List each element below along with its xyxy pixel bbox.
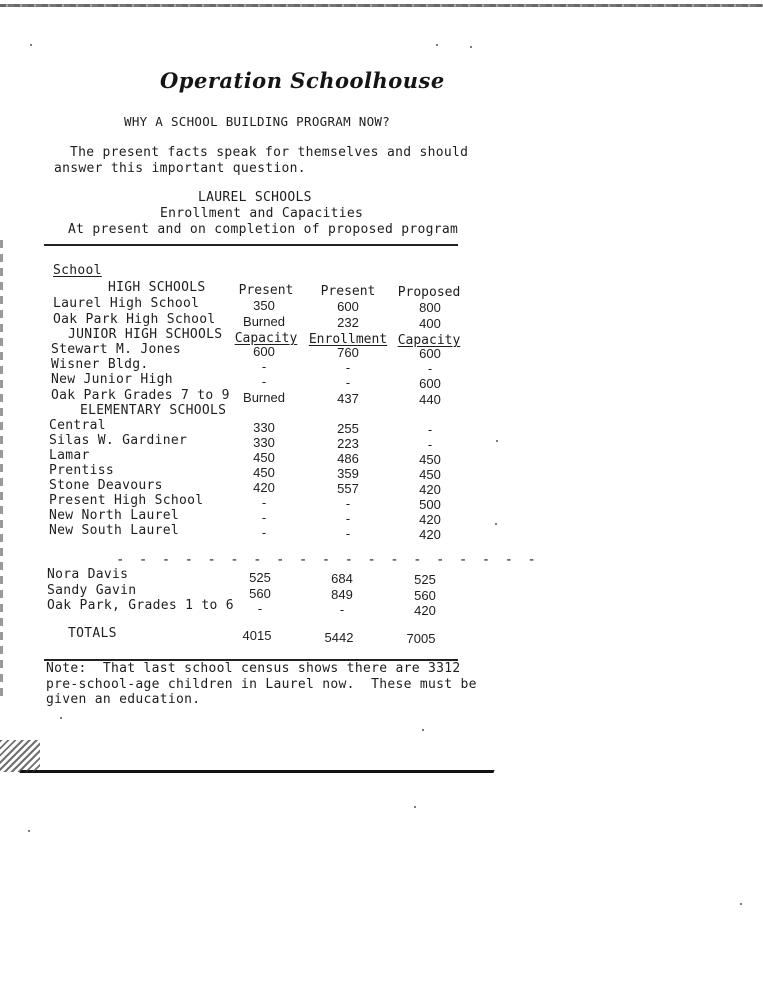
present-capacity-cell: 600 [253, 344, 275, 359]
scan-speck [470, 46, 472, 48]
present-capacity-cell: Burned [243, 390, 285, 405]
page-left-edge [0, 240, 3, 700]
school-name: New Junior High [51, 372, 173, 387]
proposed-capacity-cell: 525 [414, 572, 436, 587]
present-capacity-cell: - [261, 525, 267, 540]
scan-speck [28, 830, 30, 832]
proposed-capacity-cell: - [427, 422, 433, 437]
present-enrollment-cell: 684 [331, 571, 353, 586]
school-name: New North Laurel [49, 508, 180, 523]
totals-label: TOTALS [68, 626, 117, 641]
table-top-rule [44, 244, 458, 246]
school-name: New South Laurel [49, 523, 180, 538]
school-name: Wisner Bldg. [51, 357, 149, 372]
school-name: Nora Davis [47, 567, 129, 582]
present-capacity-cell: - [261, 359, 267, 374]
proposed-capacity-cell: 450 [419, 467, 441, 482]
header-present-capacity-line1: Present [238, 283, 294, 298]
header-school: School [53, 263, 102, 278]
header-proposed-capacity-line2: Capacity [397, 333, 461, 348]
present-enrollment-cell: 359 [337, 466, 359, 481]
proposed-capacity-cell: 420 [414, 603, 436, 618]
present-enrollment-cell: 255 [337, 421, 359, 436]
present-capacity-cell: 450 [253, 450, 275, 465]
proposed-capacity-cell: - [427, 437, 433, 452]
school-name: Oak Park, Grades 1 to 6 [47, 598, 234, 613]
present-enrollment-cell: - [345, 526, 351, 541]
proposed-capacity-cell: 420 [419, 527, 441, 542]
present-capacity-cell: - [257, 601, 263, 616]
present-capacity-cell: 450 [253, 465, 275, 480]
scan-speck [740, 903, 742, 905]
proposed-capacity-cell: 800 [419, 300, 441, 315]
scan-speck [436, 44, 438, 46]
table-subtitle: Enrollment and Capacities [160, 206, 364, 221]
present-capacity-cell: - [261, 374, 267, 389]
present-enrollment-cell: 486 [337, 451, 359, 466]
note-line-3: given an education. [46, 692, 201, 707]
header-present-enrollment-line1: Present [320, 284, 376, 299]
note-line-2: pre-school-age children in Laurel now. These must be [46, 677, 477, 692]
present-enrollment-cell: 232 [337, 315, 359, 330]
header-present-enrollment-line2: Enrollment [308, 332, 388, 347]
school-name: Sandy Gavin [47, 583, 137, 598]
proposed-capacity-cell: 450 [419, 452, 441, 467]
present-capacity-cell: 420 [253, 480, 275, 495]
intro-line-1: The present facts speak for themselves and should [70, 145, 469, 160]
present-capacity-cell: - [261, 495, 267, 510]
present-enrollment-cell: 557 [337, 481, 359, 496]
proposed-capacity-cell: 420 [419, 512, 441, 527]
header-present-capacity-line2: Capacity [234, 331, 298, 346]
present-enrollment-cell: 760 [337, 345, 359, 360]
proposed-capacity-cell: 440 [419, 392, 441, 407]
scan-speck [30, 44, 32, 46]
present-enrollment-cell: 437 [337, 391, 359, 406]
intro-line-2: answer this important question. [54, 161, 306, 176]
present-capacity-cell: Burned [243, 314, 285, 329]
proposed-capacity-cell: 420 [419, 482, 441, 497]
totals-present-enrollment: 5442 [324, 630, 354, 645]
present-capacity-cell: - [261, 510, 267, 525]
present-capacity-cell: 330 [253, 420, 275, 435]
school-name: Laurel High School [53, 296, 200, 311]
proposed-capacity-cell: 400 [419, 316, 441, 331]
present-enrollment-cell: - [339, 602, 345, 617]
school-name: Present High School [49, 493, 204, 508]
present-enrollment-cell: - [345, 511, 351, 526]
school-name: Stone Deavours [49, 478, 163, 493]
proposed-capacity-cell: - [427, 361, 433, 376]
page-corner-shadow [0, 740, 40, 772]
school-name: Prentiss [49, 463, 115, 478]
present-enrollment-cell: - [345, 375, 351, 390]
totals-present-capacity: 4015 [242, 628, 272, 643]
table-separator: - - - - - - - - - - - - - - - - - - - [116, 552, 539, 568]
proposed-capacity-cell: 500 [419, 497, 441, 512]
scan-speck [496, 440, 498, 442]
present-capacity-cell: 560 [249, 586, 271, 601]
header-proposed-capacity-line1: Proposed [397, 285, 461, 300]
scan-speck [422, 729, 424, 731]
page-title: Operation Schoolhouse [160, 68, 445, 93]
school-name: Stewart M. Jones [51, 342, 182, 357]
school-name: Oak Park Grades 7 to 9 [51, 388, 230, 403]
present-enrollment-cell: - [345, 360, 351, 375]
present-enrollment-cell: 849 [331, 587, 353, 602]
page-bottom-rule [19, 770, 494, 773]
school-name: Central [49, 418, 106, 433]
present-capacity-cell: 330 [253, 435, 275, 450]
table-title: LAUREL SCHOOLS [198, 190, 312, 205]
proposed-capacity-cell: 560 [414, 588, 436, 603]
section-heading: HIGH SCHOOLS [108, 280, 206, 295]
present-enrollment-cell: 223 [337, 436, 359, 451]
present-enrollment-cell: - [345, 496, 351, 511]
scan-speck [60, 717, 62, 719]
section-heading: ELEMENTARY SCHOOLS [80, 403, 227, 418]
question-heading: WHY A SCHOOL BUILDING PROGRAM NOW? [124, 114, 391, 129]
note-line-1: Note: That last school census shows there are 3312 [46, 661, 461, 676]
present-enrollment-cell: 600 [337, 299, 359, 314]
school-name: Silas W. Gardiner [49, 433, 188, 448]
totals-proposed-capacity: 7005 [406, 631, 436, 646]
page-top-edge [0, 4, 763, 7]
present-capacity-cell: 350 [253, 298, 275, 313]
scan-speck [414, 806, 416, 808]
scan-speck [495, 523, 497, 525]
proposed-capacity-cell: 600 [419, 346, 441, 361]
school-name: Lamar [49, 448, 90, 463]
section-heading: JUNIOR HIGH SCHOOLS [68, 327, 223, 342]
present-capacity-cell: 525 [249, 570, 271, 585]
school-name: Oak Park High School [53, 312, 216, 327]
table-caption: At present and on completion of proposed program [68, 222, 459, 237]
proposed-capacity-cell: 600 [419, 376, 441, 391]
